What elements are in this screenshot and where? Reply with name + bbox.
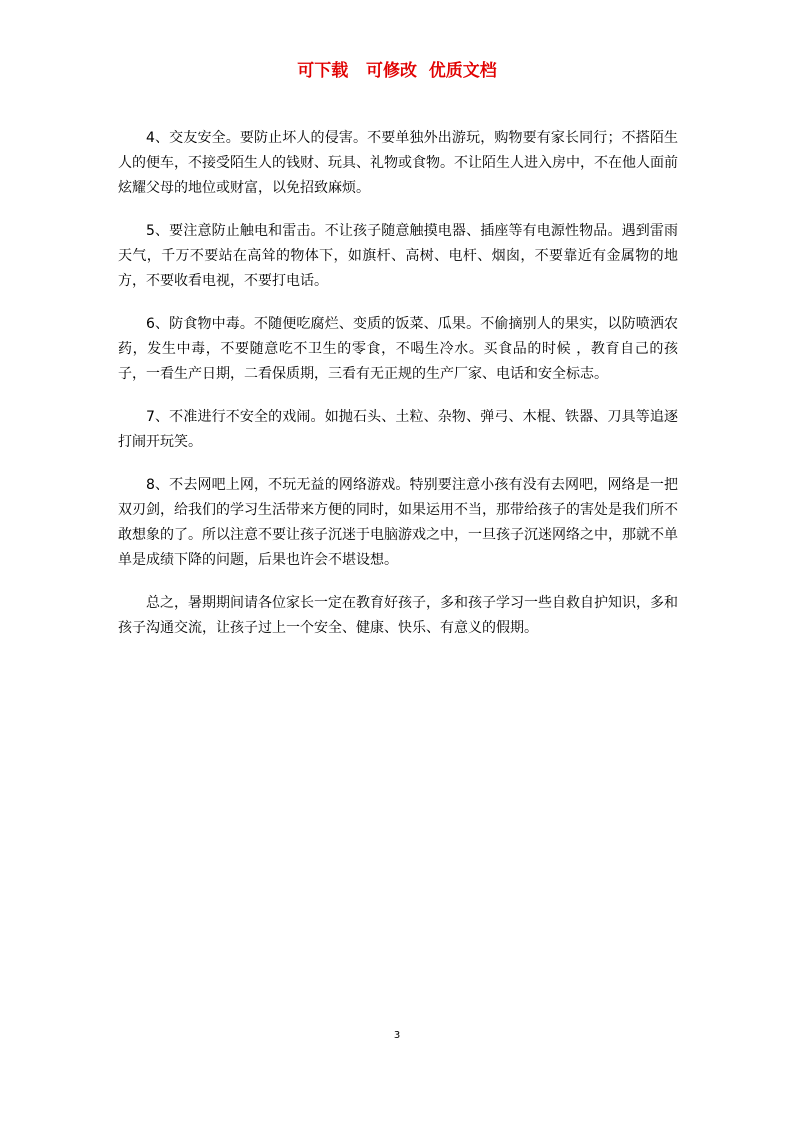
- paragraph-summary: 总之，暑期期间请各位家长一定在教育好孩子，多和孩子学习一些自救自护知识，多和孩子沟通交流，让孩子过上一个安全、健康、快乐、有意义的假期。: [118, 595, 678, 636]
- paragraph-food-poisoning: 6、防食物中毒。不随便吃腐烂、变质的饭菜、瓜果。不偷摘别人的果实，以防喷洒农药，发生中毒，不要随意吃不卫生的零食，不喝生冷水。买食品的时候 ，教育自己的孩子，一看生产日期，二看保质期，三看有无正规的生产厂家、电话和安全标志。: [118, 316, 678, 382]
- paragraph-friend-safety: 4、交友安全。要防止坏人的侵害。不要单独外出游玩，购物要有家长同行；不搭陌生人的便车，不接受陌生人的钱财、玩具、礼物或食物。不让陌生人进入房中，不在他人面前炫耀父母的地位或财富，以免招致麻烦。: [118, 130, 678, 196]
- download-banner: 可下载 可修改 优质文档: [297, 61, 497, 81]
- document-body: [118, 126, 678, 659]
- page-number: 3: [393, 1030, 401, 1041]
- paragraph-unsafe-play: 7、不准进行不安全的戏闹。如抛石头、土粒、杂物、弹弓、木棍、铁器、刀具等追逐打闹开玩笑。: [118, 409, 678, 450]
- paragraph-internet-cafe: 8、不去网吧上网，不玩无益的网络游戏。特别要注意小孩有没有去网吧，网络是一把双刃剑，给我们的学习生活带来方便的同时，如果运用不当，那带给孩子的害处是我们所不敢想象的了。所以注意不要让孩子沉迷于电脑游戏之中，一旦孩子沉迷网络之中，那就不单单是成绩下降的问题，后果也许会不堪设想。: [118, 477, 678, 568]
- paragraph-electric-lightning-safety: 5、要注意防止触电和雷击。不让孩子随意触摸电器、插座等有电源性物品。遇到雷雨天气，千万不要站在高耸的物体下，如旗杆、高树、电杆、烟囱，不要靠近有金属物的地方，不要收看电视，不要打电话。: [118, 223, 678, 289]
